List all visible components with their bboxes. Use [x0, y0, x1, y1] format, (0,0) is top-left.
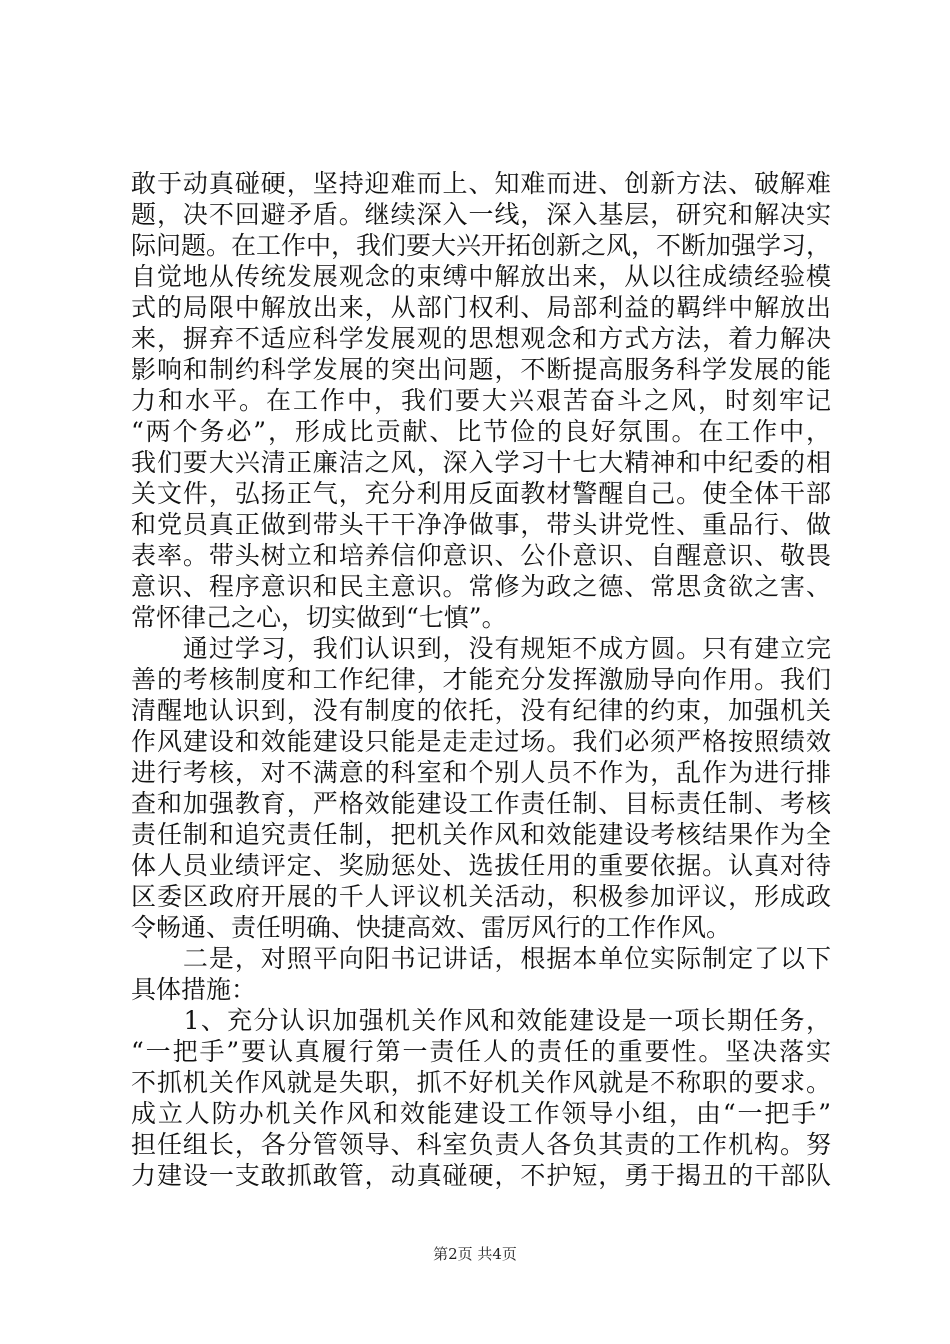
text-line: 区委区政府开展的千人评议机关活动，积极参加评议，形成政 [131, 882, 831, 911]
text-line: 关文件，弘扬正气，充分利用反面教材警醒自己。使全体干部 [131, 479, 831, 508]
text-line: 不抓机关作风就是失职，抓不好机关作风就是不称职的要求。 [131, 1068, 831, 1097]
text-line: “两个务必”，形成比贡献、比节俭的良好氛围。在工作中， [131, 417, 831, 446]
text-line: 影响和制约科学发展的突出问题，不断提高服务科学发展的能 [131, 355, 831, 384]
text-line: 通过学习，我们认识到，没有规矩不成方圆。只有建立完 [131, 634, 831, 663]
text-line: 查和加强教育，严格效能建设工作责任制、目标责任制、考核 [131, 789, 831, 818]
text-line: 1、充分认识加强机关作风和效能建设是一项长期任务， [131, 1006, 831, 1035]
text-line: 具体措施： [131, 975, 257, 1004]
text-line: 敢于动真碰硬，坚持迎难而上、知难而进、创新方法、破解难 [131, 169, 831, 198]
text-line: 责任制和追究责任制，把机关作风和效能建设考核结果作为全 [131, 820, 831, 849]
text-line: 力和水平。在工作中，我们要大兴艰苦奋斗之风，时刻牢记 [131, 386, 831, 415]
text-line: 题，决不回避矛盾。继续深入一线，深入基层，研究和解决实 [131, 200, 831, 229]
text-line: 令畅通、责任明确、快捷高效、雷厉风行的工作作风。 [131, 913, 732, 942]
text-line: 表率。带头树立和培养信仰意识、公仆意识、自醒意识、敬畏 [131, 541, 831, 570]
text-line: 际问题。在工作中，我们要大兴开拓创新之风，不断加强学习， [131, 231, 832, 260]
text-line: 进行考核，对不满意的科室和个别人员不作为，乱作为进行排 [131, 758, 831, 787]
text-line: 担任组长，各分管领导、科室负责人各负其责的工作机构。努 [131, 1130, 831, 1159]
body-text [131, 168, 831, 1191]
text-line: 自觉地从传统发展观念的束缚中解放出来，从以往成绩经验模 [131, 262, 831, 291]
text-line: 常怀律己之心，切实做到“七慎”。 [131, 603, 507, 632]
text-line: 清醒地认识到，没有制度的依托，没有纪律的约束，加强机关 [131, 696, 831, 725]
text-line: 和党员真正做到带头干干净净做事，带头讲党性、重品行、做 [131, 510, 831, 539]
text-line: 善的考核制度和工作纪律，才能充分发挥激励导向作用。我们 [131, 665, 831, 694]
text-line: 式的局限中解放出来，从部门权利、局部利益的羁绊中解放出 [131, 293, 831, 322]
text-line: 成立人防办机关作风和效能建设工作领导小组，由“一把手” [131, 1099, 831, 1128]
text-line: 意识、程序意识和民主意识。常修为政之德、常思贪欲之害、 [131, 572, 831, 601]
text-line: 力建设一支敢抓敢管，动真碰硬，不护短，勇于揭丑的干部队 [131, 1161, 831, 1190]
text-line: 我们要大兴清正廉洁之风，深入学习十七大精神和中纪委的相 [131, 448, 831, 477]
text-line: 作风建设和效能建设只能是走走过场。我们必须严格按照绩效 [131, 727, 831, 756]
text-line: 二是，对照平向阳书记讲话，根据本单位实际制定了以下 [131, 944, 831, 973]
page-footer: 第2页 共4页 [433, 1245, 517, 1263]
text-line: 体人员业绩评定、奖励惩处、选拔任用的重要依据。认真对待 [131, 851, 831, 880]
text-line: “一把手”要认真履行第一责任人的责任的重要性。坚决落实 [131, 1037, 831, 1066]
text-line: 来，摒弃不适应科学发展观的思想观念和方式方法，着力解决 [131, 324, 831, 353]
